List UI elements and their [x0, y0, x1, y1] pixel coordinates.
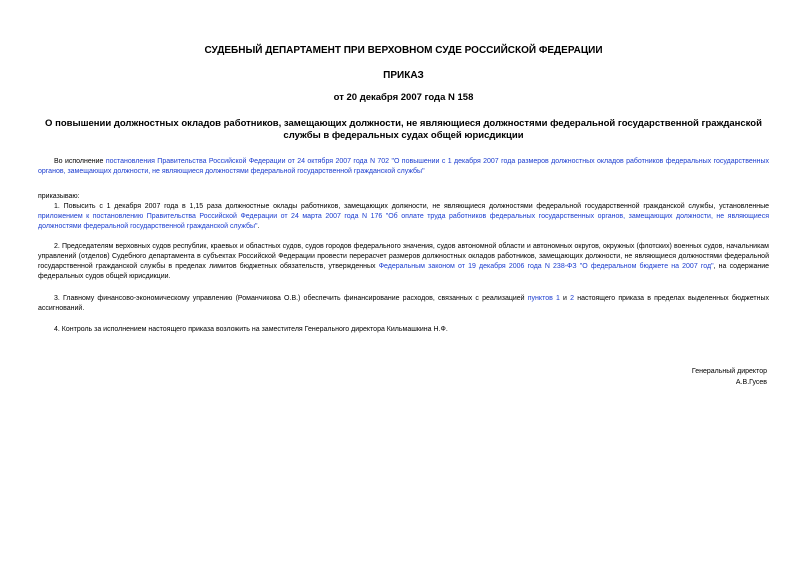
decree-176-appendix-link[interactable]: приложением к постановлению Правительства Российской Федерации от 24 марта 2007 года N 176 "Об оплате труда работников федеральных государственных органов, замещающих должности, не являющиеся должностями федеральной государственной гражданской службы": [38, 213, 769, 230]
item-3-paragraph: [38, 294, 769, 314]
item-3-text: 3. Главному финансово-экономическому управлению (Романчикова О.В.) обеспечить финансирование расходов, связанных с реализацией: [54, 295, 528, 302]
signatory-position: Генеральный директор: [691, 368, 767, 375]
federal-budget-law-link[interactable]: Федеральным законом от 19 декабря 2006 года N 238-ФЗ "О федеральном бюджете на 2007 год": [378, 263, 714, 270]
intro-prefix: Во исполнение: [54, 158, 106, 165]
item-1-suffix: .: [257, 223, 260, 230]
item-3-mid: и: [559, 295, 571, 302]
organization-heading: СУДЕБНЫЙ ДЕПАРТАМЕНТ ПРИ ВЕРХОВНОМ СУДЕ РОССИЙСКОЙ ФЕДЕРАЦИИ: [204, 45, 603, 56]
item-2-reference-link[interactable]: 2: [570, 295, 575, 302]
signatory-name: А.В.Гусев: [735, 379, 767, 386]
item-1-paragraph: [38, 202, 769, 232]
item-2-paragraph: [38, 242, 769, 282]
document-date-number: от 20 декабря 2007 года N 158: [333, 92, 474, 103]
item-1-text: 1. Повысить с 1 декабря 2007 года в 1,15 раза должностные оклады работников, замещающих должности, не являющиеся должностями федеральной государственной гражданской службы, установленные: [54, 203, 769, 210]
item-2-suffix: , на содержание федеральных судов общей юрисдикции.: [38, 263, 770, 280]
government-decree-702-link[interactable]: постановления Правительства Российской Федерации от 24 октября 2007 года N 702 "О повышении с 1 декабря 2007 года размеров должностных окладов работников федеральных государственных органов, замещающих должности, не являющиеся должностями федеральной государственной гражданской службы": [38, 158, 770, 175]
item-3-suffix: настоящего приказа в пределах выделенных бюджетных ассигнований.: [38, 295, 769, 312]
document-type: ПРИКАЗ: [383, 70, 424, 81]
intro-paragraph: [38, 157, 769, 177]
item-4-paragraph: 4. Контроль за исполнением настоящего приказа возложить на заместителя Генерального директора Кильмашкина Н.Ф.: [54, 326, 448, 333]
signature-block: [692, 366, 767, 388]
item-1-reference-link[interactable]: пунктов 1: [527, 295, 560, 302]
item-2-text: 2. Председателям верховных судов республик, краевых и областных судов, судов городов федерального значения, судов автономной области и автономных округов, окружных (флотских) военных судов, начальникам управлений (отделов) Судебного департамента в субъектах Российской Федерации провести перерасчет размеров должностных окладов работников, замещающих должности, не являющиеся должностями федеральной государственной гражданской службы в пределах лимитов бюджетных обязательств, утвержденных: [38, 243, 769, 270]
order-word: приказываю:: [38, 193, 80, 200]
document-title: О повышении должностных окладов работников, замещающих должности, не являющиеся должностями федеральной государственной гражданской службы в федеральных судах общей юрисдикции: [45, 118, 762, 141]
